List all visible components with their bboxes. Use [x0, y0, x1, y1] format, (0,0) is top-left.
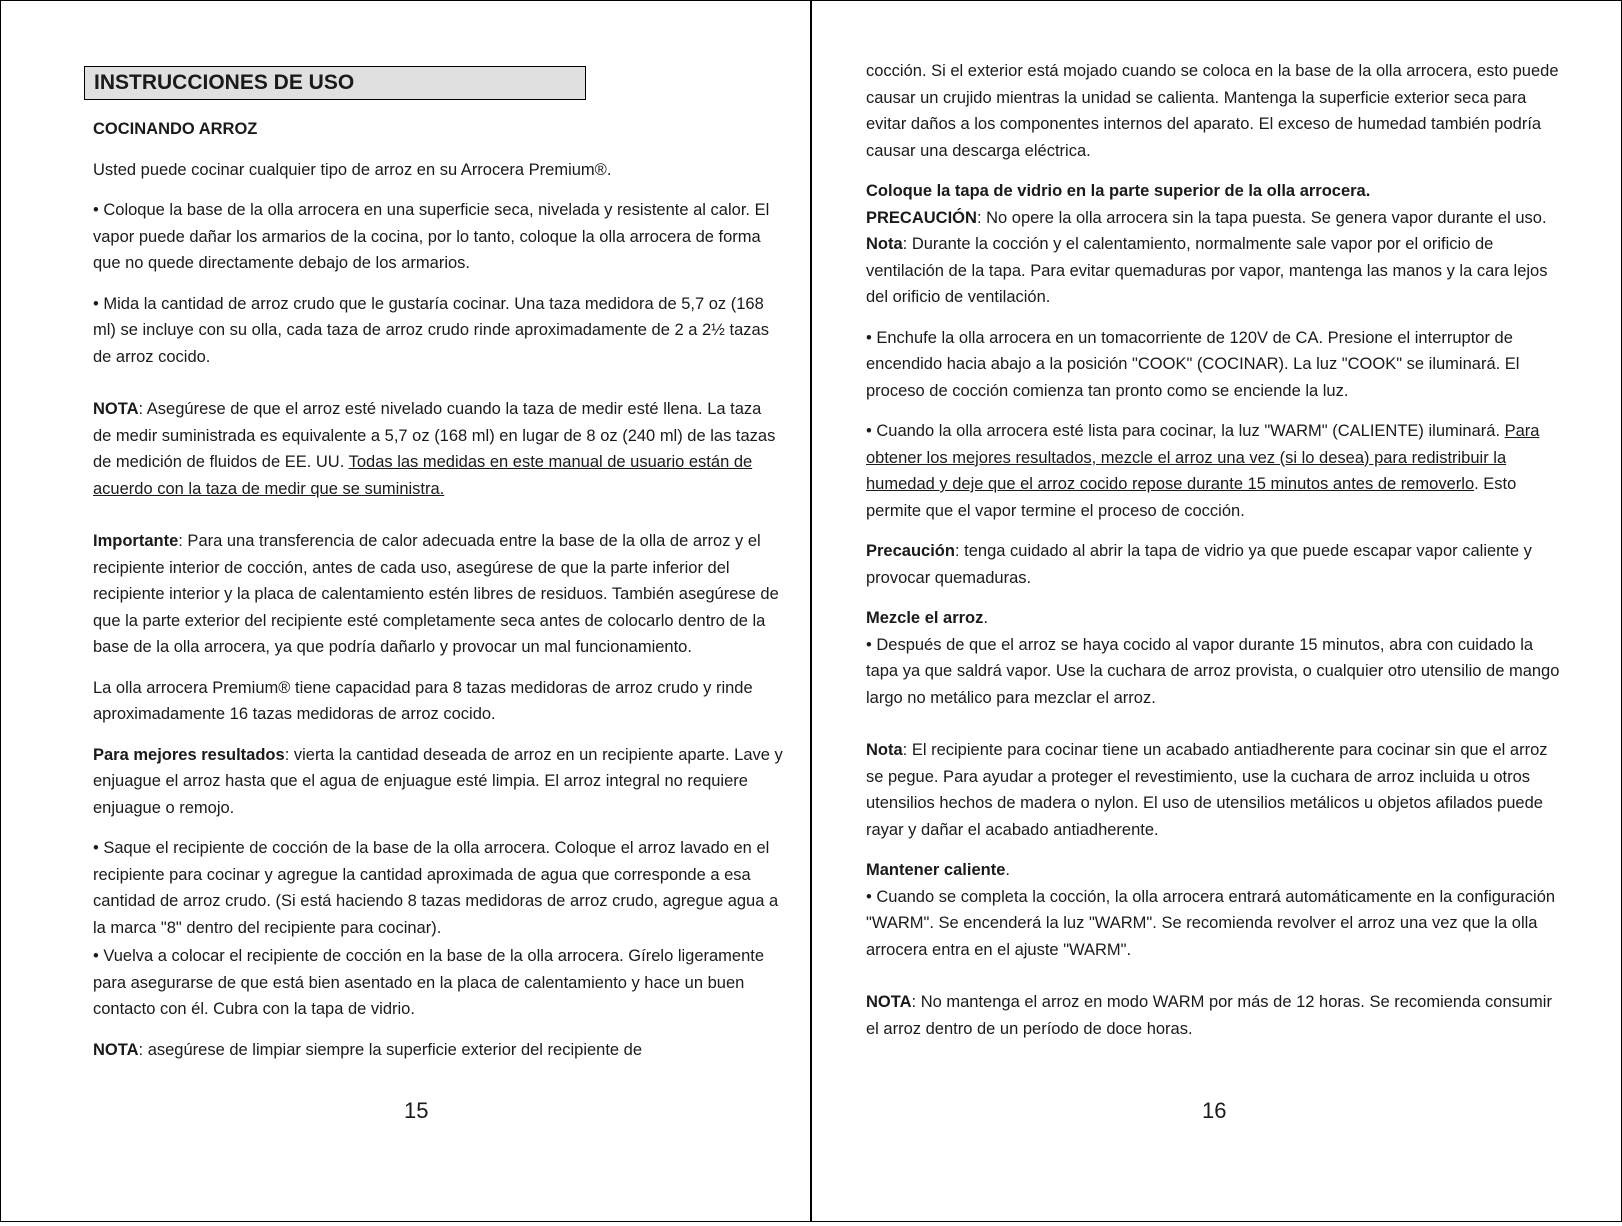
caution-label: PRECAUCIÓN: [866, 208, 977, 227]
left-column: [93, 116, 783, 1077]
note-paragraph: NOTA: Asegúrese de que el arroz esté nivelado cuando la taza de medir esté llena. La taza de medir suministrada es equivalente a 5,7 oz (168 ml) en lugar de 8 oz (240 ml) de las tazas de medición de fluidos de EE. UU. Todas las medidas en este manual de usuario están de acuerdo con la taza de medir que se suministra.: [93, 400, 776, 498]
note-label: NOTA: [93, 400, 139, 418]
paragraph: La olla arrocera Premium® tiene capacidad para 8 tazas medidoras de arroz crudo y rinde aproximadamente 16 tazas medidoras de arroz cocido.: [93, 678, 753, 723]
paragraph: • Saque el recipiente de cocción de la base de la olla arrocera. Coloque el arroz lavado en el recipiente para cocinar y agregue la cantidad aproximada de agua que corresponde a esa cantidad de arroz crudo. (Si está haciendo 8 tazas medidoras de arroz crudo, agregue agua a la marca "8" dentro del recipiente para cocinar).: [93, 839, 779, 937]
note-label: Nota: [866, 235, 903, 253]
note-label: Nota: [866, 741, 903, 759]
mix-label: Mezcle el arroz: [866, 609, 984, 627]
paragraph: Usted puede cocinar cualquier tipo de arroz en su Arrocera Premium®.: [93, 160, 612, 179]
paragraph: • Mida la cantidad de arroz crudo que le gustaría cocinar. Una taza medidora de 5,7 oz (168 ml) se incluye con su olla, cada taza de arroz crudo rinde aproximadamente de 2 a 2½ tazas de arroz cocido.: [93, 294, 769, 366]
underlined-text: Todas las medidas en este manual de usuario están de acuerdo con la taza de medir que se suministra.: [93, 453, 753, 498]
caution-paragraph: Precaución: tenga cuidado al abrir la tapa de vidrio ya que puede escapar vapor caliente y provocar quemaduras.: [866, 542, 1532, 587]
important-label: Importante: [93, 532, 179, 550]
paragraph: • Vuelva a colocar el recipiente de cocción en la base de la olla arrocera. Gírelo ligeramente para asegurarse de que está bien asentado en la placa de calentamiento y hace un buen contacto con él. Cubra con la tapa de vidrio.: [93, 947, 765, 1018]
section-heading: INSTRUCCIONES DE USO: [84, 66, 586, 100]
paragraph: cocción. Si el exterior está mojado cuando se coloca en la base de la olla arrocera, esto puede causar un crujido mientras la unidad se calienta. Mantenga la superficie exterior seca para evitar daños a los componentes internos del aparato. El exceso de humedad también podría causar una descarga eléctrica.: [866, 62, 1559, 160]
right-column: [866, 58, 1566, 1056]
page-number: 15: [404, 1098, 429, 1123]
paragraph: • Coloque la base de la olla arrocera en una superficie seca, nivelada y resistente al calor. El vapor puede dañar los armarios de la cocina, por lo tanto, coloque la olla arrocera de forma que no quede directamente debajo de los armarios.: [93, 201, 770, 272]
note-label: NOTA: [93, 1040, 139, 1059]
lid-paragraph: Coloque la tapa de vidrio en la parte superior de la olla arrocera. PRECAUCIÓN: No opere la olla arrocera sin la tapa puesta. Se genera vapor durante el uso. Nota: Durante la cocción y el calentamiento, normalmente sale vapor por el orificio de ventilación de la tapa. Para evitar quemaduras por vapor, mantenga las manos y la cara lejos del orificio de ventilación.: [866, 182, 1548, 306]
best-results-label: Para mejores resultados: [93, 745, 285, 764]
mix-paragraph: Mezcle el arroz. • Después de que el arroz se haya cocido al vapor durante 15 minutos, abra con cuidado la tapa ya que saldrá vapor. Use la cuchara de arroz provista, o cualquier otro utensilio de mango largo no metálico para mezclar el arroz.: [866, 609, 1560, 707]
note-paragraph: Nota: El recipiente para cocinar tiene un acabado antiadherente para cocinar sin que el arroz se pegue. Para ayudar a proteger el revestimiento, use la cuchara de arroz incluida u otros utensilios hechos de madera o nylon. El uso de utensilios metálicos u objetos afilados puede rayar y dañar el acabado antiadherente.: [866, 741, 1548, 839]
subheading: COCINANDO ARROZ: [93, 120, 258, 138]
note-label: NOTA: [866, 993, 912, 1011]
best-results-paragraph: Para mejores resultados: vierta la cantidad deseada de arroz en un recipiente aparte. Lave y enjuague el arroz hasta que el agua de enjuague esté limpia. El arroz integral no requiere enjuague o remojo.: [93, 745, 783, 817]
paragraph: • Enchufe la olla arrocera en un tomacorriente de 120V de CA. Presione el interruptor de encendido hacia abajo a la posición "COOK" (COCINAR). La luz "COOK" se iluminará. El proceso de cocción comienza tan pronto como se enciende la luz.: [866, 328, 1520, 400]
keep-warm-paragraph: Mantener caliente. • Cuando se completa la cocción, la olla arrocera entrará automáticamente en la configuración "WARM". Se encenderá la luz "WARM". Se recomienda revolver el arroz una vez que la olla arrocera entra en el ajuste "WARM".: [866, 861, 1556, 959]
paragraph: • Cuando la olla arrocera esté lista para cocinar, la luz "WARM" (CALIENTE) iluminará. Para obtener los mejores resultados, mezcle el arroz una vez (si lo desea) para redistribuir la humedad y deje que el arroz cocido repose durante 15 minutos antes de removerlo. Esto permite que el vapor termine el proceso de cocción.: [866, 422, 1540, 520]
keep-warm-label: Mantener caliente: [866, 861, 1006, 879]
important-paragraph: Importante: Para una transferencia de calor adecuada entre la base de la olla de arroz y el recipiente interior de cocción, antes de cada uso, asegúrese de que la parte inferior del recipiente interior y la placa de calentamiento estén libres de residuos. También asegúrese de que la parte exterior del recipiente esté completamente seca antes de colocarlo dentro de la base de la olla arrocera, ya que podría dañarlo y provocar un mal funcionamiento.: [93, 532, 779, 656]
caution-label: Precaución: [866, 542, 955, 560]
note-paragraph: NOTA: No mantenga el arroz en modo WARM por más de 12 horas. Se recomienda consumir el arroz dentro de un período de doce horas.: [866, 993, 1552, 1038]
page-number: 16: [1202, 1098, 1227, 1123]
note-paragraph: NOTA: asegúrese de limpiar siempre la superficie exterior del recipiente de: [93, 1040, 643, 1059]
underlined-text: Para obtener los mejores resultados, mezcle el arroz una vez (si lo desea) para redistribuir la humedad y deje que el arroz cocido repose durante 15 minutos antes de removerlo: [866, 422, 1540, 493]
